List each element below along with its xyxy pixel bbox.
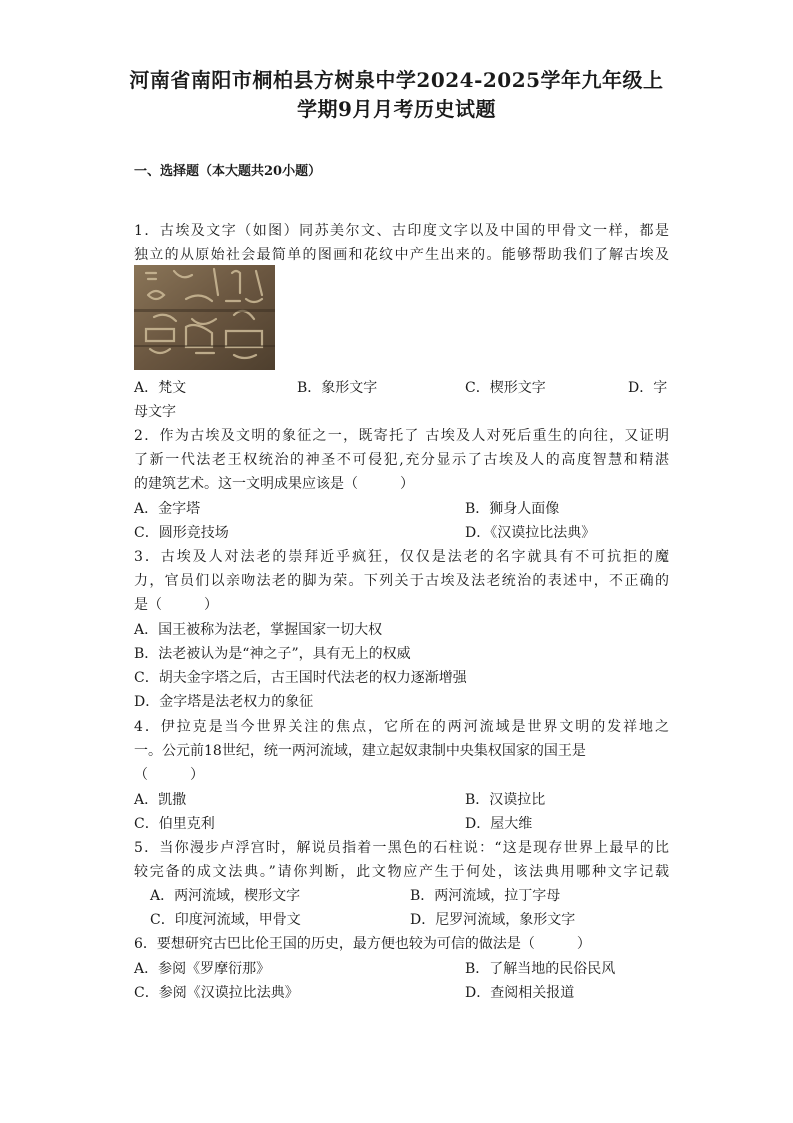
q5-line-2: 较完备的成文法典。”请你判断，此文物应产生于何处，该法典用哪种文字记载: [134, 864, 669, 880]
q4-option-d: D．屋大维: [465, 816, 533, 832]
q4-line-1: 4．伊拉克是当今世界关注的焦点，它所在的两河流域是世界文明的发祥地之: [134, 719, 669, 735]
q1-option-d-wrap: 母文字: [134, 404, 176, 420]
q4-option-a: A．凯撒: [134, 792, 187, 808]
q6-option-b: B．了解当地的民俗民风: [465, 961, 616, 977]
q2-option-d: D．《汉谟拉比法典》: [465, 525, 596, 541]
q2-line-3: 的建筑艺术。这一文明成果应该是（ ）: [134, 476, 414, 492]
q4-option-b: B．汉谟拉比: [465, 792, 546, 808]
q1-option-d: D．字: [628, 380, 668, 396]
hieroglyph-stone-graphic: [134, 265, 275, 370]
q5-option-a: A．两河流域，楔形文字: [150, 888, 301, 904]
q3-line-3: 是（ ）: [134, 597, 218, 613]
q5-line-1: 5．当你漫步卢浮宫时，解说员指着一黑色的石柱说：“这是现存世界上最早的比: [134, 840, 669, 856]
q4-line-2: 一。公元前18世纪，统一两河流域，建立起奴隶制中央集权国家的国王是: [134, 743, 586, 759]
q1-line-2: 独立的从原始社会最简单的图画和花纹中产生出来的。能够帮助我们了解古埃及: [134, 247, 669, 263]
q6-option-d: D．查阅相关报道: [465, 985, 575, 1001]
q5-option-c: C．印度河流域，甲骨文: [150, 912, 301, 928]
q2-line-1: 2．作为古埃及文明的象征之一，既寄托了 古埃及人对死后重生的向往，又证明: [134, 428, 669, 444]
q2-line-2: 了新一代法老王权统治的神圣不可侵犯,充分显示了古埃及人的高度智慧和精湛: [134, 452, 669, 468]
title-line-1: 河南省南阳市桐柏县方树泉中学2024-2025学年九年级上: [129, 68, 664, 92]
q3-option-c: C．胡夫金字塔之后，古王国时代法老的权力逐渐增强: [134, 670, 467, 686]
q3-line-2: 力，官员们以亲吻法老的脚为荣。下列关于古埃及法老统治的表述中，不正确的: [134, 573, 669, 589]
q5-option-d: D．尼罗河流域，象形文字: [410, 912, 576, 928]
q3-line-1: 3．古埃及人对法老的崇拜近乎疯狂，仅仅是法老的名字就具有不可抗拒的魔: [134, 549, 669, 565]
q3-option-b: B．法老被认为是“神之子”，具有无上的权威: [134, 646, 411, 662]
hieroglyph-image: [134, 265, 275, 370]
q1-line-1: 1．古埃及文字（如图）同苏美尔文、古印度文字以及中国的甲骨文一样，都是: [134, 223, 669, 239]
q1-option-b: B．象形文字: [297, 380, 378, 396]
q6-option-a: A．参阅《罗摩衍那》: [134, 961, 271, 977]
title-line-2: 学期9月月考历史试题: [297, 97, 496, 121]
q5-option-b: B．两河流域，拉丁字母: [410, 888, 561, 904]
page-title: [120, 66, 673, 124]
q3-option-d: D．金字塔是法老权力的象征: [134, 694, 314, 710]
q1-option-a: A．梵文: [134, 380, 187, 396]
q4-option-c: C．伯里克利: [134, 816, 215, 832]
q3-option-a: A．国王被称为法老，掌握国家一切大权: [134, 622, 383, 638]
q6-line-1: 6．要想研究古巴比伦王国的历史，最方便也较为可信的做法是（ ）: [134, 936, 591, 952]
q1-option-c: C．楔形文字: [465, 380, 546, 396]
section-heading: 一、选择题（本大题共20小题）: [134, 164, 322, 179]
q2-option-a: A．金字塔: [134, 501, 201, 517]
q6-option-c: C．参阅《汉谟拉比法典》: [134, 985, 299, 1001]
q2-option-c: C．圆形竞技场: [134, 525, 229, 541]
q4-line-3: （ ）: [134, 767, 204, 783]
q2-option-b: B．狮身人面像: [465, 501, 560, 517]
